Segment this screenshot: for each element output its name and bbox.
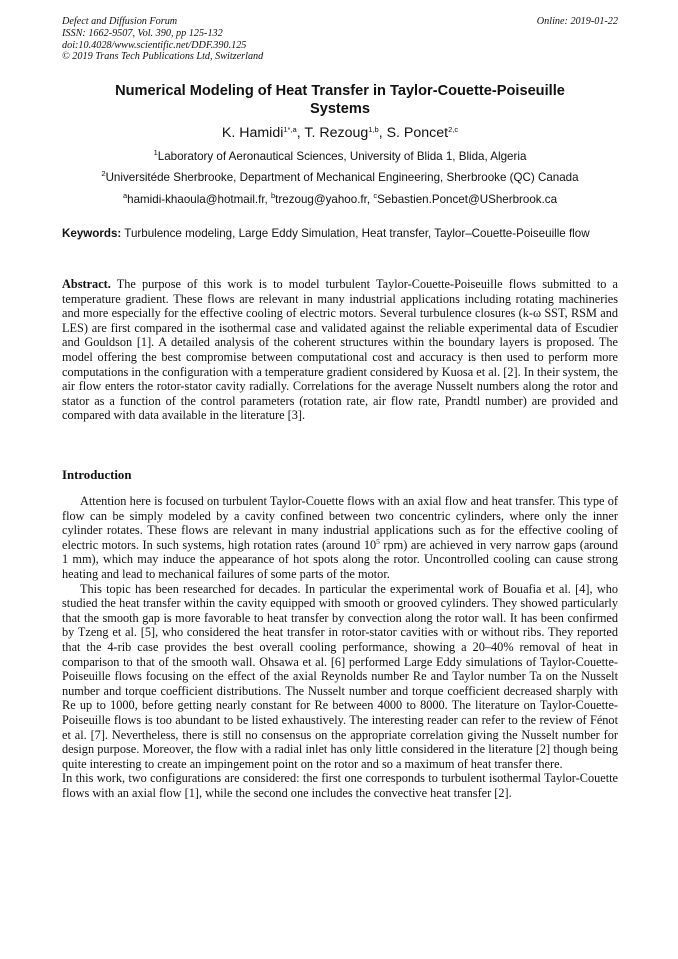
keywords-label: Keywords:: [62, 227, 122, 240]
copyright-line: © 2019 Trans Tech Publications Ltd, Switzerland: [62, 51, 264, 63]
title-line-1: Numerical Modeling of Heat Transfer in Taylor-Couette-Poiseuille: [115, 83, 565, 99]
paper-title: [62, 82, 618, 118]
keywords-text: Turbulence modeling, Large Eddy Simulation, Heat transfer, Taylor–Couette-Poiseuille flow: [121, 227, 590, 240]
author-1-sup: 1*,a: [283, 125, 297, 134]
email-c[interactable]: Sebastien.Poncet@USherbrook.ca: [377, 193, 558, 206]
author-2-sup: 1,b: [368, 125, 379, 134]
author-3-sup: 2,c: [448, 125, 459, 134]
intro-p1-part-b: rpm) are achieved in very narrow gaps (around 1 mm), which may induce the appearance of hot spots along the rotor. Uncontrolled cooling can cause strong heating and lead to mechanical failures of some parts of the motor.: [62, 537, 618, 581]
intro-p1-part-a: Attention here is focused on turbulent Taylor-Couette flows with an axial flow and heat transfer. This type of flow can be simply modeled by a cavity confined between two concentric cylinders, where only the inner cylinder rotates. These flows are relevant in many industrial applications such as for the effective cooling of electric motors. In such systems, high rotation rates (around 10: [62, 494, 618, 552]
intro-p1-exponent: 5: [376, 536, 380, 546]
email-c-sup: c: [373, 191, 378, 200]
introduction-body: [62, 494, 618, 800]
intro-paragraph-2: This topic has been researched for decades. In particular the experimental work of Bouafia et al. [4], who studied the heat transfer within the cavity equipped with smooth or grooved cylinders. They showed particularly that the smooth gap is more favorable to heat transfer by convection along the rotor wall. It has been confirmed by Tzeng et al. [5], who considered the heat transfer in rotor-stator cavities with or without ribs. They reported that the 4-rib case provides the best overall cooling performance, showing a 20–40% removal of heat in comparison to that of the smooth wall. Ohsawa et al. [6] performed Large Eddy simulations of Taylor-Couette-Poiseuille flows focusing on the effect of the axial Reynolds number Re and Taylor number Ta on the Nusselt number and torque coefficient distributions. The Nusselt number and torque coefficient decreased sharply with Re up to 1000, before getting nearly constant for Re between 4000 to 8000. The literature on Taylor-Couette-Poiseuille flows is too abundant to be listed exhaustively. The interesting reader can refer to the review of Fénot et al. [7]. Nevertheless, there is still no consensus on the appropriate correlation giving the Nusselt number for design purpose. Moreover, the flow with a radial inlet has only little considered in the literature [2] though being quite interesting to create an impingement point on the rotor and so a maximum of heat transfer there.: [62, 581, 618, 771]
email-line: [62, 193, 618, 207]
abstract-label: Abstract.: [62, 277, 111, 291]
online-date: Online: 2019-01-22: [536, 16, 618, 27]
author-2: , T. Rezoug: [296, 125, 369, 141]
email-a-sup: a: [122, 191, 128, 200]
doi-line[interactable]: doi:10.4028/www.scientific.net/DDF.390.125: [62, 39, 247, 51]
author-3: , S. Poncet: [378, 125, 449, 141]
email-a[interactable]: hamidi-khaoula@hotmail.fr,: [127, 193, 271, 206]
author-list: [62, 124, 618, 142]
email-b[interactable]: trezoug@yahoo.fr,: [275, 193, 374, 206]
affiliation-1-text: Laboratory of Aeronautical Sciences, University of Blida 1, Blida, Algeria: [157, 150, 527, 163]
section-heading-introduction: Introduction: [62, 468, 132, 482]
affiliation-1-num: 1: [153, 148, 158, 157]
journal-header: [62, 16, 618, 63]
author-1: K. Hamidi: [221, 125, 284, 141]
journal-name: Defect and Diffusion Forum: [62, 16, 178, 27]
abstract-block: [62, 277, 618, 423]
affiliation-2-text: Universitéde Sherbrooke, Department of Mechanical Engineering, Sherbrooke (QC) Canada: [105, 171, 579, 184]
intro-paragraph-3: In this work, two configurations are considered: the first one corresponds to turbulent isothermal Taylor-Couette flows with an axial flow [1], while the second one includes the convective heat transfer [2].: [62, 771, 618, 800]
affiliation-2: [62, 171, 618, 185]
title-line-2: Systems: [309, 101, 371, 117]
abstract-text: The purpose of this work is to model turbulent Taylor-Couette-Poiseuille flows submitted to a temperature gradient. These flows are relevant in many industrial applications including rotating machineries and more especially for the effective cooling of electric motors. Several turbulence closures (k-ω SST, RSM and LES) are first compared in the isothermal case and validated against the reliable experimental data of Escudier and Gouldson [1]. A detailed analysis of the coherent structures within the boundary layers is proposed. The model offering the best compromise between computational cost and accuracy is then used to perform more computations in the configuration with a temperature gradient considered by Kuosa et al. [2]. In their system, the air flow enters the rotor-stator cavity radially. Correlations for the average Nusselt numbers along the rotor and stator as a function of the control parameters (rotation rate, air flow rate, Prandtl number) are provided and compared with data available in the literature [3].: [62, 277, 618, 423]
affiliation-1: [62, 150, 618, 164]
keywords-block: [62, 226, 618, 242]
issn-line: ISSN: 1662-9507, Vol. 390, pp 125-132: [62, 27, 223, 39]
affiliation-2-num: 2: [101, 169, 106, 178]
intro-paragraph-1: [62, 494, 618, 582]
email-b-sup: b: [271, 191, 276, 200]
